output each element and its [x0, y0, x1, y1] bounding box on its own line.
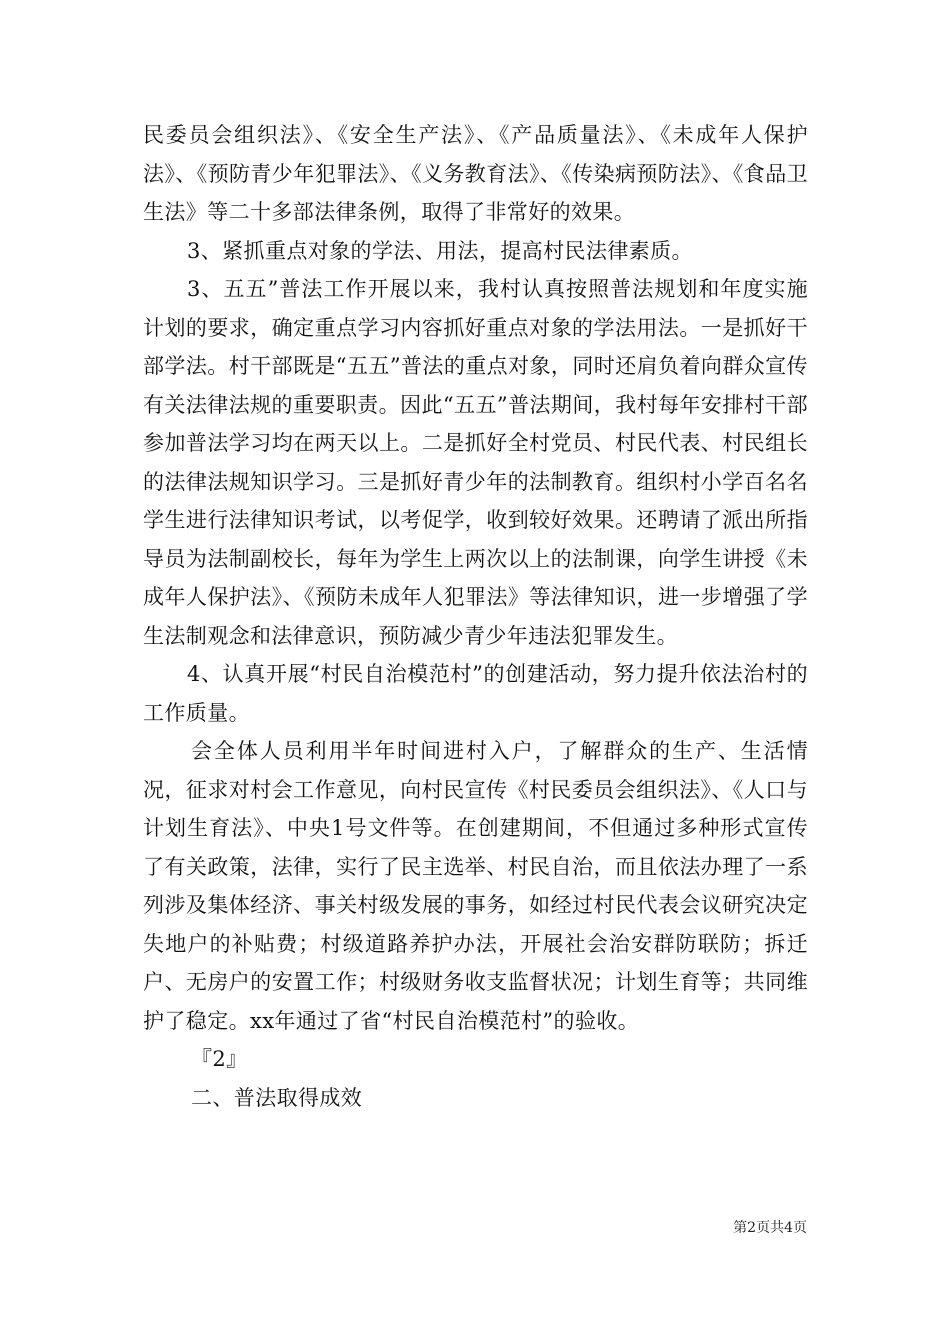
- paragraph-section-2-heading: 二、普法取得成效: [191, 1085, 363, 1110]
- paragraph-village-autonomy-work: 会全体人员利用半年时间进村入户，了解群众的生产、生活情况，征求对村会工作意见，向村民宣传《村民委员会组织法》、《人口与计划生育法》、中央1号文件等。在创建期间，不但通过多种形式宣传了有关政策，法律，实行了民主选举、村民自治，而且依法办理了一系列涉及集体经济、事关村级发展的事务，如经过村民代表会议研究决定失地户的补贴费；村级道路养护办法，开展社会治安群防联防；拆迁户、无房户的安置工作；村级财务收支监督状况；计划生育等；共同维护了稳定。xx年通过了省“村民自治模范村”的验收。: [143, 739, 808, 1033]
- paragraph-section-3-heading: 3、紧抓重点对象的学法、用法，提高村民法律素质。: [187, 238, 693, 263]
- paragraph-key-targets-law-study: 3、五五”普法工作开展以来，我村认真按照普法规划和年度实施计划的要求，确定重点学习内容抓好重点对象的学法用法。一是抓好干部学法。村干部既是“五五”普法的重点对象，同时还肩负着向群众宣传有关法律法规的重要职责。因此“五五”普法期间，我村每年安排村干部参加普法学习均在两天以上。二是抓好全村党员、村民代表、村民组长的法律法规知识学习。三是抓好青少年的法制教育。组织村小学百名名学生进行法律知识考试，以考促学，收到较好效果。还聘请了派出所指导员为法制副校长，每年为学生上两次以上的法制课，向学生讲授《未成年人保护法》、《预防未成年人犯罪法》等法律知识，进一步增强了学生法制观念和法律意识，预防减少青少年违法犯罪发生。: [143, 277, 808, 648]
- paragraph-law-list-continued: 民委员会组织法》、《安全生产法》、《产品质量法》、《未成年人保护法》、《预防青少年犯罪法》、《义务教育法》、《传染病预防法》、《食品卫生法》等二十多部法律条例，取得了非常好的效果。: [143, 123, 808, 224]
- paragraph-marker-2: 『2』: [191, 1047, 248, 1071]
- paragraph-section-4-heading: 4、认真开展“村民自治模范村”的创建活动，努力提升依法治村的工作质量。: [143, 662, 808, 725]
- document-body: [143, 116, 808, 1117]
- page-number-footer: 第2页共4页: [733, 1220, 807, 1236]
